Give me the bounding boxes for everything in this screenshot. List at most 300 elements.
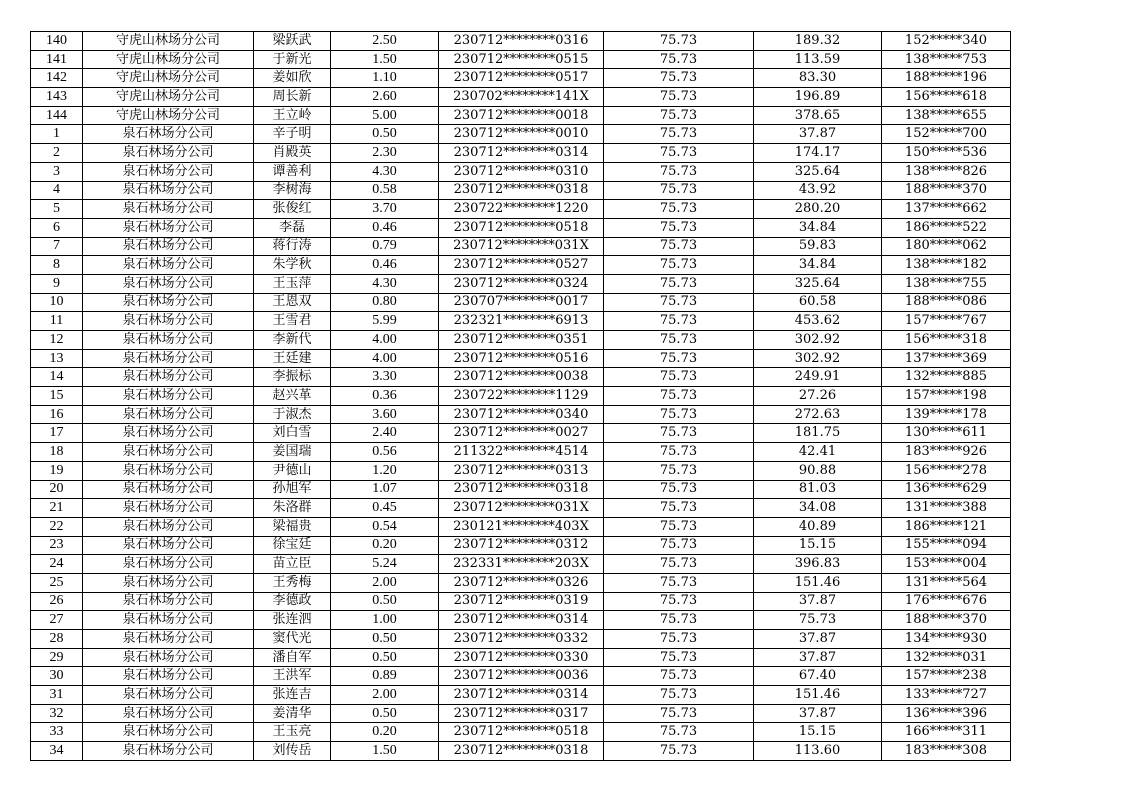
id-number-cell: 230712********0515 [439,50,604,69]
row-number: 28 [31,630,83,649]
area-cell: 5.00 [331,106,439,125]
table-row [31,405,1011,424]
rate-cell: 75.73 [604,218,754,237]
area-cell: 2.40 [331,424,439,443]
amount-cell: 27.26 [754,387,882,406]
phone-cell: 139*****178 [882,405,1011,424]
table-row [31,592,1011,611]
phone-cell: 156*****318 [882,331,1011,350]
name-cell: 肖殿英 [254,144,331,163]
amount-cell: 174.17 [754,144,882,163]
rate-cell: 75.73 [604,312,754,331]
row-number: 17 [31,424,83,443]
phone-cell: 152*****700 [882,125,1011,144]
name-cell: 李磊 [254,218,331,237]
table-row [31,293,1011,312]
row-number: 29 [31,648,83,667]
area-cell: 0.20 [331,723,439,742]
phone-cell: 138*****182 [882,256,1011,275]
row-number: 143 [31,88,83,107]
phone-cell: 138*****655 [882,106,1011,125]
id-number-cell: 230722********1129 [439,387,604,406]
phone-cell: 150*****536 [882,144,1011,163]
amount-cell: 81.03 [754,480,882,499]
amount-cell: 40.89 [754,517,882,536]
rate-cell: 75.73 [604,517,754,536]
area-cell: 0.36 [331,387,439,406]
id-number-cell: 230712********0314 [439,144,604,163]
rate-cell: 75.73 [604,274,754,293]
amount-cell: 90.88 [754,461,882,480]
amount-cell: 181.75 [754,424,882,443]
table-row [31,573,1011,592]
name-cell: 刘传岳 [254,742,331,761]
amount-cell: 59.83 [754,237,882,256]
amount-cell: 325.64 [754,274,882,293]
row-number: 7 [31,237,83,256]
amount-cell: 396.83 [754,555,882,574]
table-row [31,704,1011,723]
rate-cell: 75.73 [604,293,754,312]
id-number-cell: 230712********0312 [439,536,604,555]
table-row [31,723,1011,742]
row-number: 20 [31,480,83,499]
company-cell: 泉石林场分公司 [83,312,254,331]
table-row [31,331,1011,350]
area-cell: 4.00 [331,331,439,350]
name-cell: 王洪军 [254,667,331,686]
company-cell: 泉石林场分公司 [83,144,254,163]
row-number: 15 [31,387,83,406]
company-cell: 泉石林场分公司 [83,387,254,406]
id-number-cell: 230712********0036 [439,667,604,686]
company-cell: 泉石林场分公司 [83,573,254,592]
table-row [31,162,1011,181]
table-row [31,237,1011,256]
amount-cell: 189.32 [754,32,882,51]
id-number-cell: 230712********0516 [439,349,604,368]
amount-cell: 378.65 [754,106,882,125]
row-number: 19 [31,461,83,480]
amount-cell: 272.63 [754,405,882,424]
company-cell: 泉石林场分公司 [83,742,254,761]
table-row [31,424,1011,443]
phone-cell: 137*****662 [882,200,1011,219]
area-cell: 4.30 [331,274,439,293]
rate-cell: 75.73 [604,592,754,611]
phone-cell: 157*****198 [882,387,1011,406]
amount-cell: 325.64 [754,162,882,181]
area-cell: 1.50 [331,50,439,69]
rate-cell: 75.73 [604,69,754,88]
area-cell: 2.60 [331,88,439,107]
name-cell: 王玉萍 [254,274,331,293]
phone-cell: 188*****196 [882,69,1011,88]
rate-cell: 75.73 [604,50,754,69]
area-cell: 2.50 [331,32,439,51]
phone-cell: 152*****340 [882,32,1011,51]
company-cell: 泉石林场分公司 [83,349,254,368]
row-number: 33 [31,723,83,742]
company-cell: 泉石林场分公司 [83,723,254,742]
table-row [31,443,1011,462]
name-cell: 姜国瑞 [254,443,331,462]
phone-cell: 138*****753 [882,50,1011,69]
id-number-cell: 230712********0332 [439,630,604,649]
row-number: 140 [31,32,83,51]
area-cell: 0.46 [331,218,439,237]
row-number: 10 [31,293,83,312]
table-row [31,387,1011,406]
name-cell: 王恩双 [254,293,331,312]
rate-cell: 75.73 [604,200,754,219]
name-cell: 刘白雪 [254,424,331,443]
id-number-cell: 230712********0038 [439,368,604,387]
row-number: 4 [31,181,83,200]
id-number-cell: 230121********403X [439,517,604,536]
company-cell: 泉石林场分公司 [83,499,254,518]
area-cell: 3.70 [331,200,439,219]
area-cell: 2.30 [331,144,439,163]
rate-cell: 75.73 [604,256,754,275]
company-cell: 泉石林场分公司 [83,125,254,144]
amount-cell: 151.46 [754,573,882,592]
rate-cell: 75.73 [604,742,754,761]
row-number: 21 [31,499,83,518]
amount-cell: 37.87 [754,125,882,144]
company-cell: 泉石林场分公司 [83,704,254,723]
area-cell: 0.46 [331,256,439,275]
table-row [31,200,1011,219]
amount-cell: 34.84 [754,218,882,237]
id-number-cell: 230712********031X [439,499,604,518]
amount-cell: 113.60 [754,742,882,761]
table-row [31,686,1011,705]
company-cell: 守虎山林场分公司 [83,32,254,51]
phone-cell: 137*****369 [882,349,1011,368]
rate-cell: 75.73 [604,723,754,742]
company-cell: 泉石林场分公司 [83,611,254,630]
amount-cell: 113.59 [754,50,882,69]
id-number-cell: 230712********0310 [439,162,604,181]
phone-cell: 132*****885 [882,368,1011,387]
company-cell: 泉石林场分公司 [83,405,254,424]
name-cell: 李新代 [254,331,331,350]
rate-cell: 75.73 [604,424,754,443]
name-cell: 孙旭军 [254,480,331,499]
company-cell: 泉石林场分公司 [83,536,254,555]
id-number-cell: 230712********0314 [439,686,604,705]
company-cell: 泉石林场分公司 [83,424,254,443]
company-cell: 守虎山林场分公司 [83,69,254,88]
rate-cell: 75.73 [604,106,754,125]
phone-cell: 138*****755 [882,274,1011,293]
table-row [31,218,1011,237]
name-cell: 于淑杰 [254,405,331,424]
rate-cell: 75.73 [604,331,754,350]
rate-cell: 75.73 [604,405,754,424]
id-number-cell: 232321********6913 [439,312,604,331]
name-cell: 苗立臣 [254,555,331,574]
company-cell: 泉石林场分公司 [83,256,254,275]
row-number: 27 [31,611,83,630]
amount-cell: 37.87 [754,630,882,649]
phone-cell: 136*****396 [882,704,1011,723]
row-number: 2 [31,144,83,163]
name-cell: 于新光 [254,50,331,69]
phone-cell: 157*****238 [882,667,1011,686]
area-cell: 1.00 [331,611,439,630]
company-cell: 泉石林场分公司 [83,648,254,667]
row-number: 11 [31,312,83,331]
phone-cell: 157*****767 [882,312,1011,331]
phone-cell: 176*****676 [882,592,1011,611]
row-number: 9 [31,274,83,293]
amount-cell: 37.87 [754,592,882,611]
area-cell: 0.50 [331,648,439,667]
row-number: 22 [31,517,83,536]
id-number-cell: 230712********0324 [439,274,604,293]
phone-cell: 155*****094 [882,536,1011,555]
id-number-cell: 230712********0340 [439,405,604,424]
row-number: 1 [31,125,83,144]
amount-cell: 67.40 [754,667,882,686]
amount-cell: 34.08 [754,499,882,518]
table-row [31,630,1011,649]
amount-cell: 60.58 [754,293,882,312]
rate-cell: 75.73 [604,349,754,368]
id-number-cell: 230712********0518 [439,218,604,237]
id-number-cell: 232331********203X [439,555,604,574]
table-row [31,461,1011,480]
rate-cell: 75.73 [604,667,754,686]
phone-cell: 156*****278 [882,461,1011,480]
id-number-cell: 230712********0317 [439,704,604,723]
phone-cell: 188*****370 [882,611,1011,630]
company-cell: 泉石林场分公司 [83,592,254,611]
area-cell: 3.60 [331,405,439,424]
amount-cell: 42.41 [754,443,882,462]
area-cell: 1.07 [331,480,439,499]
phone-cell: 153*****004 [882,555,1011,574]
name-cell: 王玉亮 [254,723,331,742]
row-number: 141 [31,50,83,69]
id-number-cell: 230722********1220 [439,200,604,219]
rate-cell: 75.73 [604,162,754,181]
table-row [31,349,1011,368]
area-cell: 2.00 [331,686,439,705]
table-row [31,667,1011,686]
name-cell: 朱学秋 [254,256,331,275]
name-cell: 梁福贵 [254,517,331,536]
table-row [31,555,1011,574]
phone-cell: 138*****826 [882,162,1011,181]
name-cell: 朱洛群 [254,499,331,518]
id-number-cell: 230702********141X [439,88,604,107]
company-cell: 泉石林场分公司 [83,293,254,312]
name-cell: 王廷建 [254,349,331,368]
name-cell: 谭善利 [254,162,331,181]
amount-cell: 37.87 [754,648,882,667]
area-cell: 0.89 [331,667,439,686]
row-number: 32 [31,704,83,723]
amount-cell: 280.20 [754,200,882,219]
area-cell: 0.50 [331,592,439,611]
id-number-cell: 230707********0017 [439,293,604,312]
rate-cell: 75.73 [604,630,754,649]
id-number-cell: 230712********0018 [439,106,604,125]
area-cell: 4.30 [331,162,439,181]
row-number: 144 [31,106,83,125]
id-number-cell: 230712********0027 [439,424,604,443]
name-cell: 张连泗 [254,611,331,630]
phone-cell: 132*****031 [882,648,1011,667]
area-cell: 0.50 [331,704,439,723]
company-cell: 泉石林场分公司 [83,181,254,200]
id-number-cell: 230712********0010 [439,125,604,144]
area-cell: 0.54 [331,517,439,536]
table-row [31,125,1011,144]
amount-cell: 15.15 [754,536,882,555]
company-cell: 泉石林场分公司 [83,555,254,574]
id-number-cell: 230712********031X [439,237,604,256]
table-row [31,480,1011,499]
name-cell: 李德政 [254,592,331,611]
rate-cell: 75.73 [604,368,754,387]
company-cell: 泉石林场分公司 [83,331,254,350]
id-number-cell: 230712********0318 [439,742,604,761]
phone-cell: 188*****370 [882,181,1011,200]
id-number-cell: 230712********0517 [439,69,604,88]
area-cell: 4.00 [331,349,439,368]
area-cell: 5.24 [331,555,439,574]
company-cell: 泉石林场分公司 [83,667,254,686]
rate-cell: 75.73 [604,536,754,555]
table-row [31,742,1011,761]
id-number-cell: 230712********0527 [439,256,604,275]
table-row [31,106,1011,125]
name-cell: 张连吉 [254,686,331,705]
phone-cell: 186*****121 [882,517,1011,536]
name-cell: 姜清华 [254,704,331,723]
rate-cell: 75.73 [604,573,754,592]
id-number-cell: 230712********0326 [439,573,604,592]
rate-cell: 75.73 [604,144,754,163]
name-cell: 王秀梅 [254,573,331,592]
company-cell: 泉石林场分公司 [83,274,254,293]
table-row [31,536,1011,555]
id-number-cell: 211322********4514 [439,443,604,462]
id-number-cell: 230712********0316 [439,32,604,51]
amount-cell: 302.92 [754,349,882,368]
amount-cell: 75.73 [754,611,882,630]
area-cell: 0.80 [331,293,439,312]
area-cell: 0.45 [331,499,439,518]
table-row [31,69,1011,88]
area-cell: 0.50 [331,630,439,649]
amount-cell: 83.30 [754,69,882,88]
row-number: 18 [31,443,83,462]
row-number: 6 [31,218,83,237]
area-cell: 5.99 [331,312,439,331]
row-number: 23 [31,536,83,555]
rate-cell: 75.73 [604,611,754,630]
rate-cell: 75.73 [604,686,754,705]
table-row [31,274,1011,293]
rate-cell: 75.73 [604,237,754,256]
row-number: 30 [31,667,83,686]
row-number: 8 [31,256,83,275]
phone-cell: 180*****062 [882,237,1011,256]
company-cell: 泉石林场分公司 [83,630,254,649]
company-cell: 泉石林场分公司 [83,686,254,705]
name-cell: 梁跃武 [254,32,331,51]
phone-cell: 134*****930 [882,630,1011,649]
row-number: 3 [31,162,83,181]
rate-cell: 75.73 [604,461,754,480]
company-cell: 守虎山林场分公司 [83,88,254,107]
phone-cell: 156*****618 [882,88,1011,107]
id-number-cell: 230712********0518 [439,723,604,742]
table-row [31,256,1011,275]
amount-cell: 302.92 [754,331,882,350]
name-cell: 蒋行涛 [254,237,331,256]
table-row [31,312,1011,331]
amount-cell: 43.92 [754,181,882,200]
area-cell: 3.30 [331,368,439,387]
phone-cell: 136*****629 [882,480,1011,499]
rate-cell: 75.73 [604,181,754,200]
row-number: 5 [31,200,83,219]
area-cell: 1.10 [331,69,439,88]
name-cell: 潘自军 [254,648,331,667]
phone-cell: 131*****564 [882,573,1011,592]
phone-cell: 130*****611 [882,424,1011,443]
id-number-cell: 230712********0330 [439,648,604,667]
company-cell: 守虎山林场分公司 [83,50,254,69]
amount-cell: 37.87 [754,704,882,723]
amount-cell: 34.84 [754,256,882,275]
row-number: 26 [31,592,83,611]
name-cell: 窦代光 [254,630,331,649]
row-number: 16 [31,405,83,424]
table-row [31,368,1011,387]
rate-cell: 75.73 [604,387,754,406]
rate-cell: 75.73 [604,88,754,107]
data-table [30,31,1011,761]
area-cell: 1.20 [331,461,439,480]
phone-cell: 131*****388 [882,499,1011,518]
phone-cell: 166*****311 [882,723,1011,742]
company-cell: 泉石林场分公司 [83,162,254,181]
name-cell: 王立岭 [254,106,331,125]
id-number-cell: 230712********0351 [439,331,604,350]
rate-cell: 75.73 [604,125,754,144]
phone-cell: 186*****522 [882,218,1011,237]
name-cell: 赵兴革 [254,387,331,406]
id-number-cell: 230712********0318 [439,480,604,499]
row-number: 24 [31,555,83,574]
table-row [31,499,1011,518]
name-cell: 姜如欣 [254,69,331,88]
name-cell: 王雪君 [254,312,331,331]
company-cell: 泉石林场分公司 [83,517,254,536]
id-number-cell: 230712********0319 [439,592,604,611]
table-row [31,648,1011,667]
row-number: 142 [31,69,83,88]
company-cell: 守虎山林场分公司 [83,106,254,125]
row-number: 25 [31,573,83,592]
